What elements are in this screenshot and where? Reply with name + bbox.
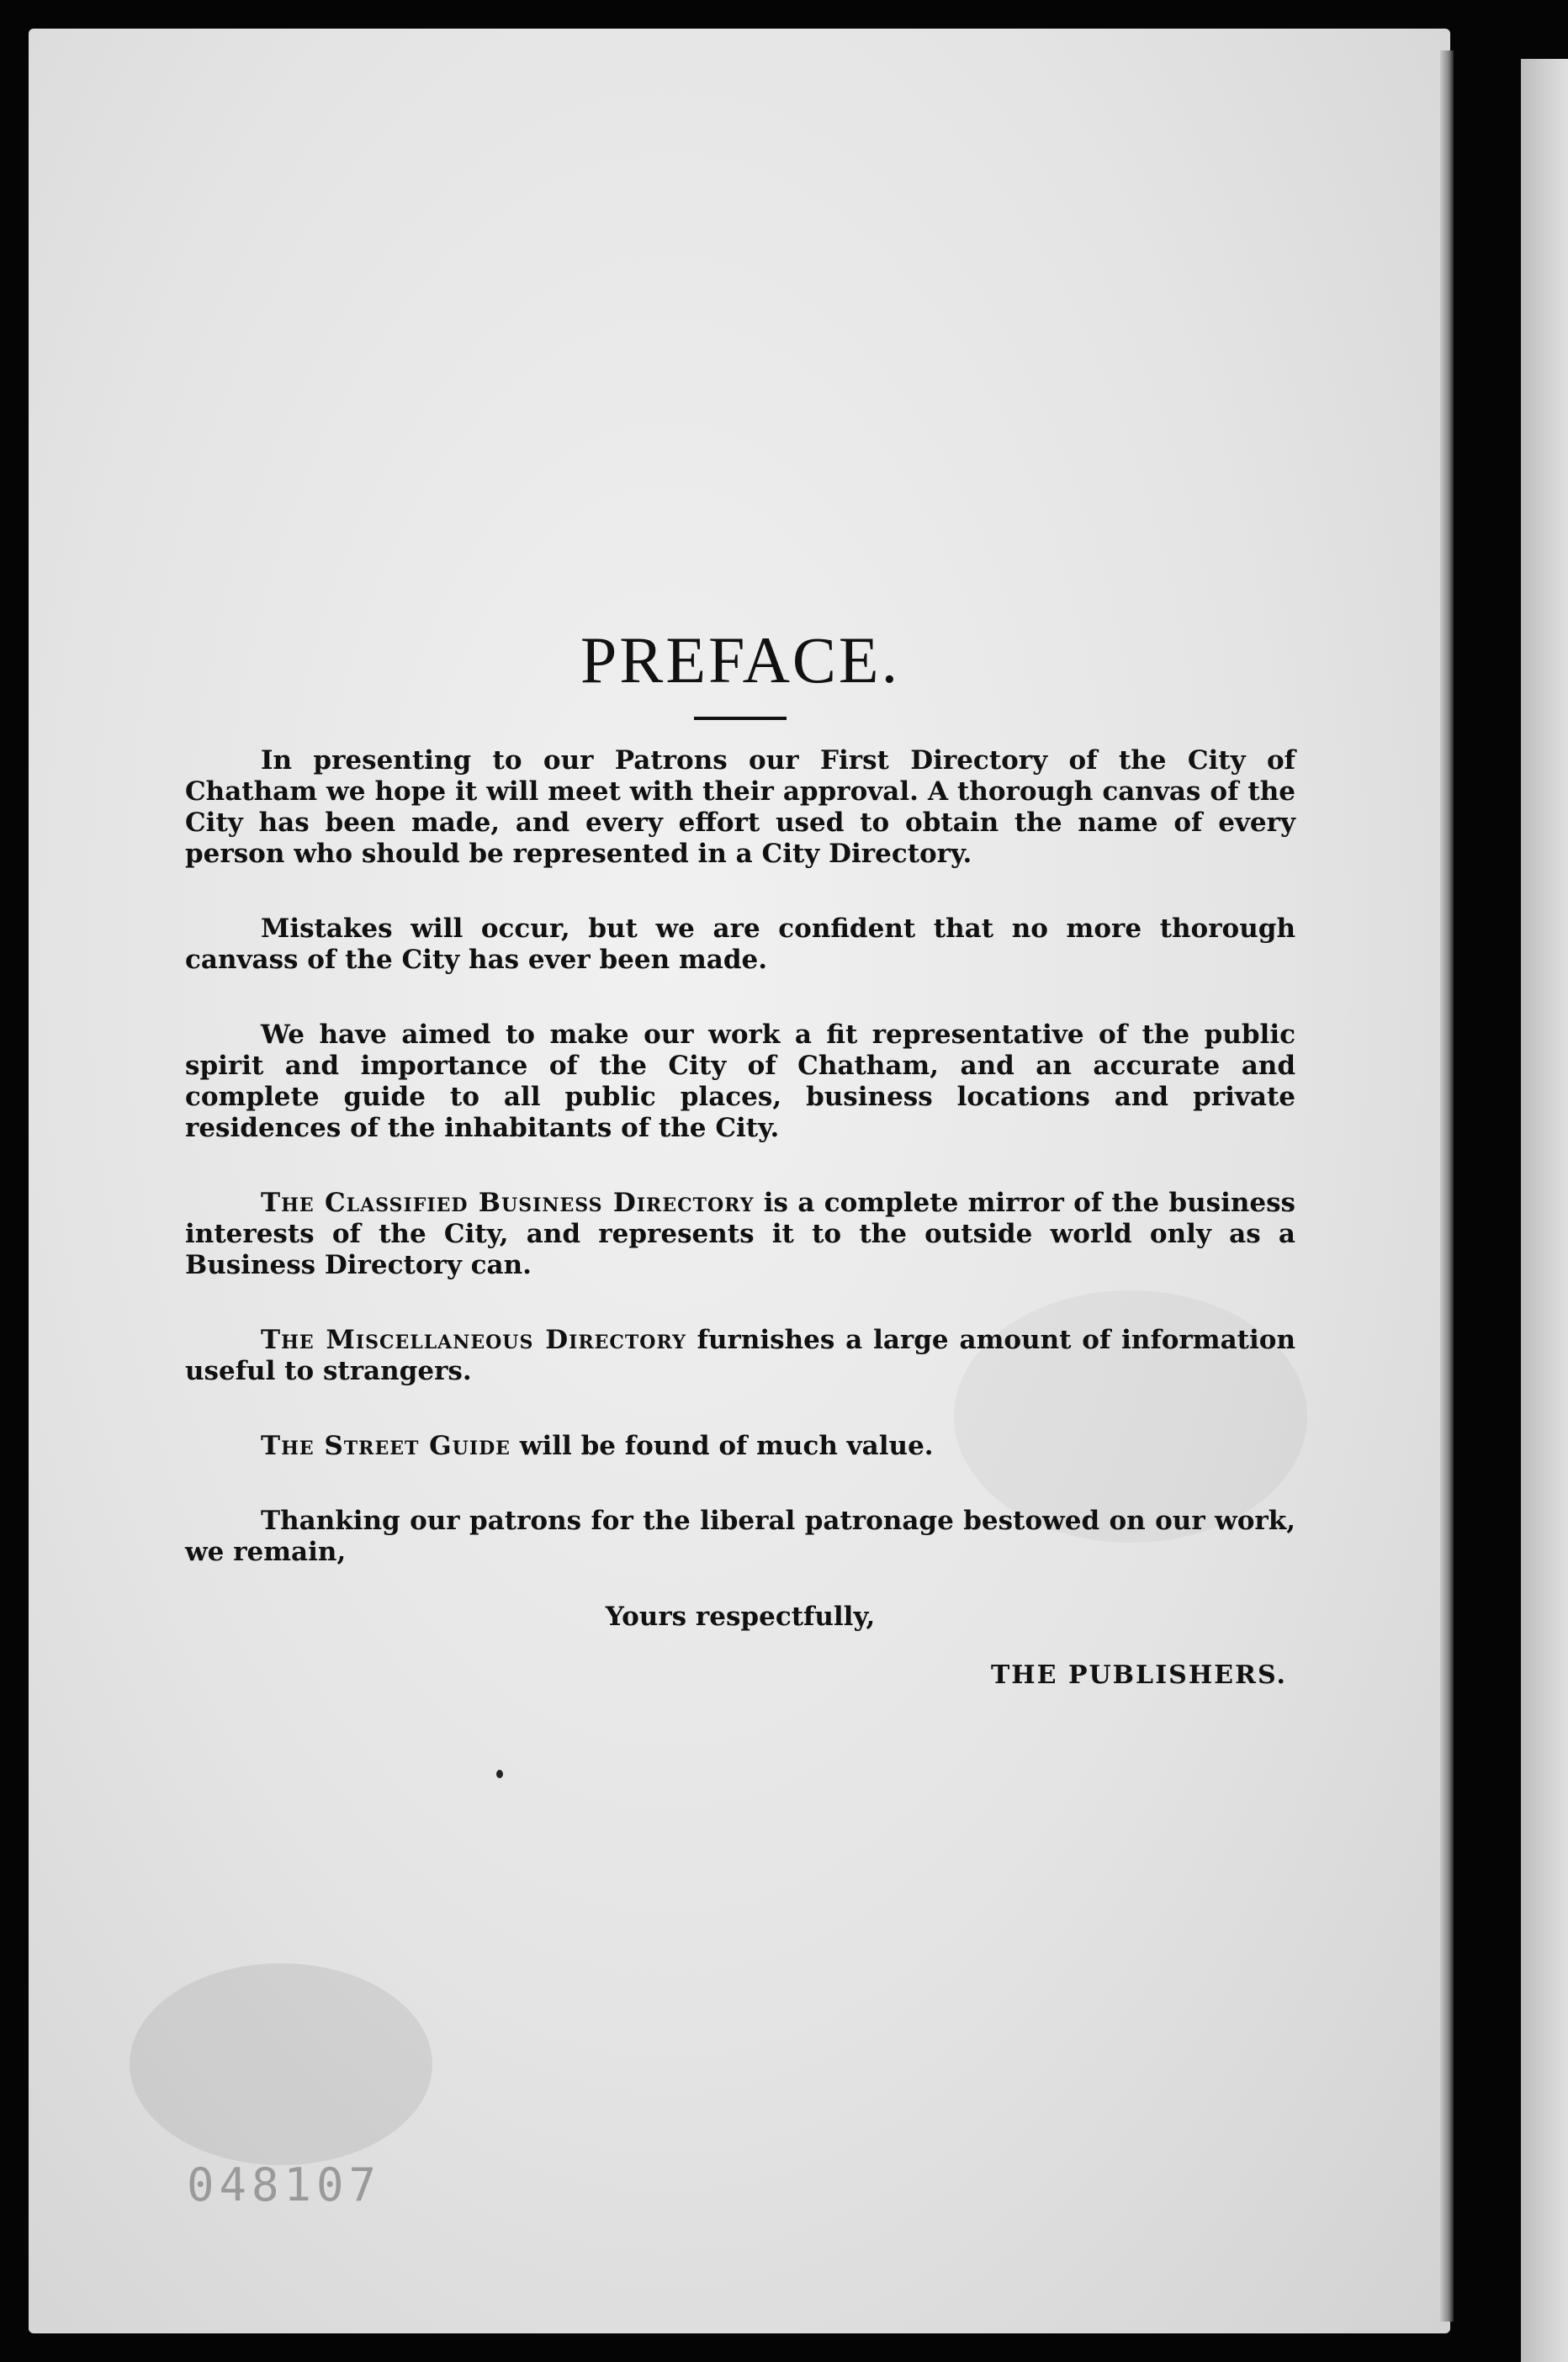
closing-salutation: Yours respectfully, xyxy=(605,1602,876,1632)
adjacent-page-edge xyxy=(1521,59,1568,2362)
paragraph-text: furnishes a large amount of information useful to strangers. xyxy=(185,1325,1295,1386)
page-title: PREFACE. xyxy=(580,623,901,696)
paragraph-text: will be found of much value. xyxy=(510,1431,934,1461)
paragraph-text: We have aimed to make our work a fit representative of the public spirit and importance of the City of Chatham, and an accurate and complete guide to all public places, business locations and private residences of the inhabitants of the City. xyxy=(185,1019,1295,1143)
paragraph-aims xyxy=(185,1019,1295,1144)
preface-text-block xyxy=(185,622,1295,1691)
paragraph-heading: The Classified Business Directory xyxy=(261,1188,755,1218)
paragraph-thanks xyxy=(185,1506,1295,1568)
paper-stain xyxy=(130,1963,432,2165)
paragraph-text: Thanking our patrons for the liberal patronage bestowed on our work, we remain, xyxy=(185,1506,1295,1567)
paragraph-mistakes xyxy=(185,914,1295,976)
paragraph-street-guide xyxy=(185,1431,1295,1462)
paragraph-text: In presenting to our Patrons our First Directory of the City of Chatham we hope it will meet with their approval. A thorough canvas of the City has been made, and every effort used to obtain the name of every person who should be represented in a City Directory. xyxy=(185,745,1295,869)
paragraph-heading: The Street Guide xyxy=(261,1431,511,1461)
signature: THE PUBLISHERS. xyxy=(990,1660,1287,1690)
paragraph-intro xyxy=(185,745,1295,870)
ink-speck xyxy=(496,1770,503,1778)
paragraph-text: is a complete mirror of the business interests of the City, and represents it to the outside world only as a Business Directory can. xyxy=(185,1188,1296,1280)
paragraph-text: Mistakes will occur, but we are confident that no more thorough canvass of the City has ever been made. xyxy=(185,914,1295,975)
paragraph-heading: The Miscellaneous Directory xyxy=(261,1325,686,1355)
title-rule xyxy=(694,717,787,720)
paragraph-classified-directory xyxy=(185,1188,1295,1281)
page-gutter-shadow xyxy=(1440,50,1454,2322)
accession-number-stamp: 048107 xyxy=(187,2158,382,2211)
paragraph-miscellaneous-directory xyxy=(185,1325,1295,1387)
